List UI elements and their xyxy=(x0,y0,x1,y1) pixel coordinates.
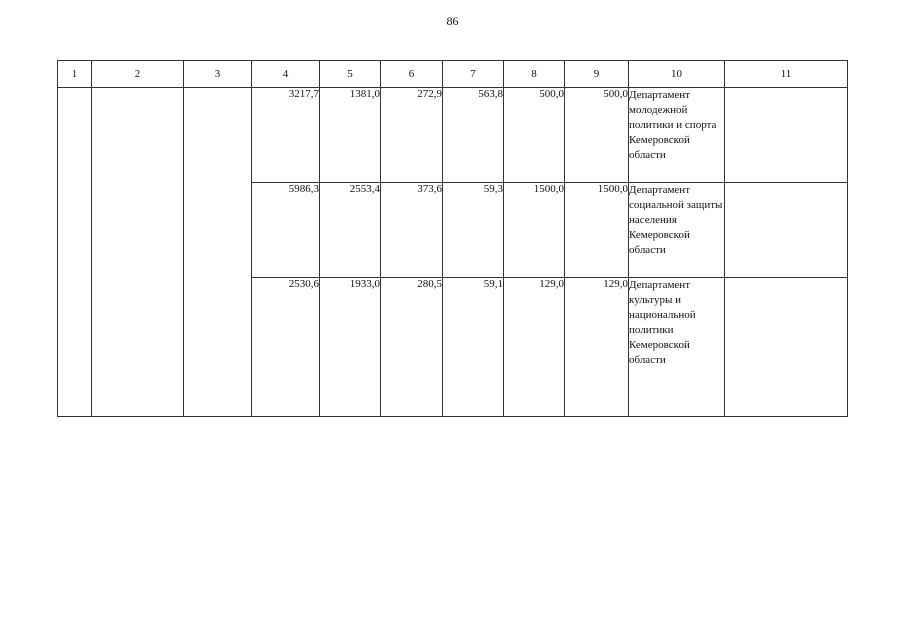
cell-col-1 xyxy=(58,88,92,417)
column-header-10: 10 xyxy=(629,61,725,88)
cell-col-4: 2530,6 xyxy=(252,278,320,417)
cell-col-7: 59,1 xyxy=(443,278,504,417)
cell-col-5: 2553,4 xyxy=(320,183,381,278)
cell-col-8: 500,0 xyxy=(504,88,565,183)
cell-col-8: 1500,0 xyxy=(504,183,565,278)
cell-col-9: 129,0 xyxy=(565,278,629,417)
cell-col-7: 59,3 xyxy=(443,183,504,278)
column-header-4: 4 xyxy=(252,61,320,88)
cell-col-8: 129,0 xyxy=(504,278,565,417)
cell-col-7: 563,8 xyxy=(443,88,504,183)
cell-col-9: 500,0 xyxy=(565,88,629,183)
cell-col-4: 3217,7 xyxy=(252,88,320,183)
cell-department: Департамент социальной защиты населения Кемеровской области xyxy=(629,183,725,278)
table-row xyxy=(58,88,848,183)
page-number: 86 xyxy=(446,14,459,28)
cell-col-3 xyxy=(184,88,252,417)
cell-col-11 xyxy=(725,88,848,183)
cell-col-6: 373,6 xyxy=(381,183,443,278)
column-header-5: 5 xyxy=(320,61,381,88)
column-header-6: 6 xyxy=(381,61,443,88)
cell-col-4: 5986,3 xyxy=(252,183,320,278)
budget-table xyxy=(57,60,848,417)
column-header-2: 2 xyxy=(92,61,184,88)
column-header-9: 9 xyxy=(565,61,629,88)
cell-col-6: 272,9 xyxy=(381,88,443,183)
cell-col-2 xyxy=(92,88,184,417)
cell-col-11 xyxy=(725,183,848,278)
column-header-8: 8 xyxy=(504,61,565,88)
cell-col-9: 1500,0 xyxy=(565,183,629,278)
column-header-11: 11 xyxy=(725,61,848,88)
column-header-1: 1 xyxy=(58,61,92,88)
cell-department: Департамент молодежной политики и спорта Кемеровской области xyxy=(629,88,725,183)
cell-col-11 xyxy=(725,278,848,417)
cell-department: Департамент культуры и национальной политики Кемеровской области xyxy=(629,278,725,417)
column-header-7: 7 xyxy=(443,61,504,88)
cell-col-5: 1933,0 xyxy=(320,278,381,417)
header-row xyxy=(58,61,848,88)
cell-col-6: 280,5 xyxy=(381,278,443,417)
cell-col-5: 1381,0 xyxy=(320,88,381,183)
column-header-3: 3 xyxy=(184,61,252,88)
